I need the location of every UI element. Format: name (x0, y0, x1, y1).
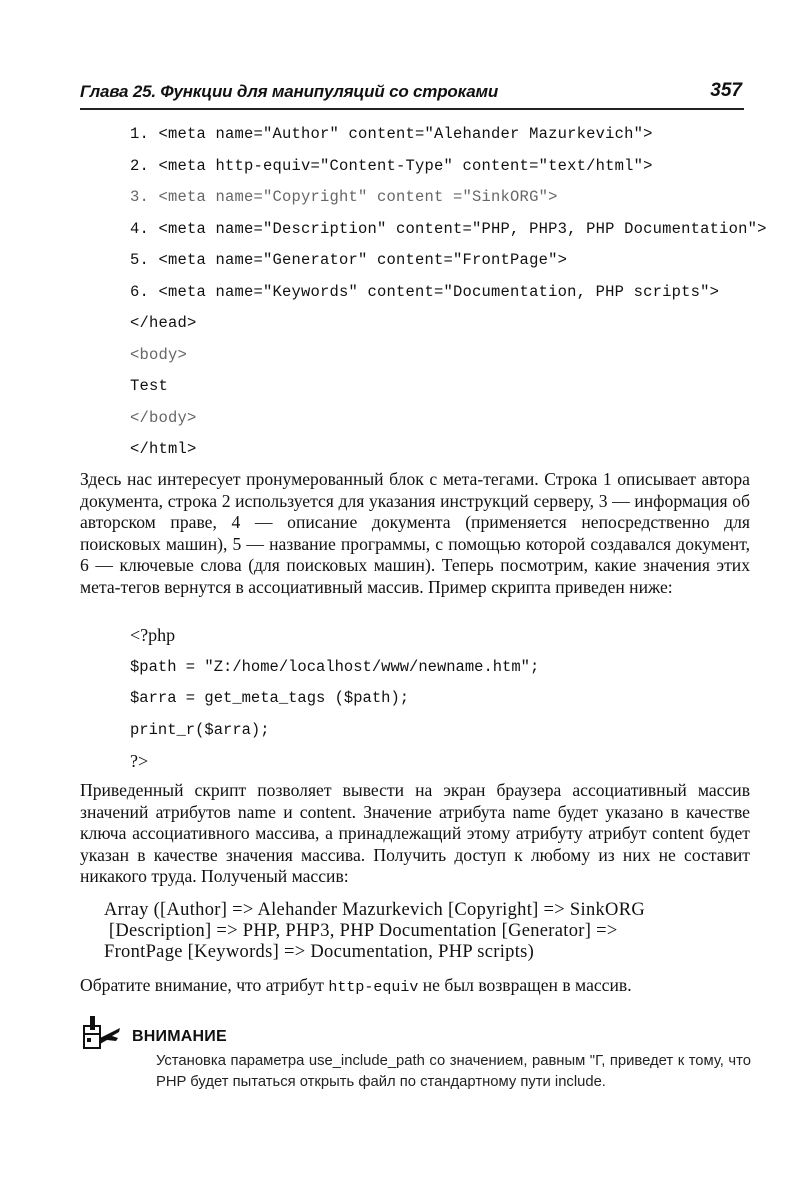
chapter-title: Глава 25. Функции для манипуляций со строками (80, 82, 499, 101)
output-line: FrontPage [Keywords] => Documentation, PHP scripts) (104, 942, 535, 962)
page-number: 357 (710, 80, 742, 101)
code-line: $path = "Z:/home/localhost/www/newname.htm"; (130, 657, 540, 676)
body-paragraph: Приведенный скрипт позволяет вывести на экран браузера ассоциативный массив значений атрибутов name и content. Значение атрибута name будет указано в качестве ключа ассоциативного массива, а принадлежащий этому атрибуту атрибут content будет указан в качестве значения массива. Получить доступ к любому из них не составит никакого труда. Полученый массив: (80, 780, 750, 887)
page-header (80, 80, 744, 108)
code-line: <?php (130, 625, 176, 645)
code-line: </head> (130, 314, 197, 332)
code-line: 6. <meta name="Keywords" content="Documentation, PHP scripts"> (130, 282, 720, 301)
code-line: </body> (130, 408, 197, 427)
code-line: $arra = get_meta_tags ($path); (130, 689, 410, 707)
warning-text: Установка параметра use_include_path со значением, равным "Г, приведет к тому, что PHP будет пытаться открыть файл по стандартному пути include. (156, 1053, 751, 1090)
code-line: 5. <meta name="Generator" content="FrontPage"> (130, 251, 568, 269)
array-output (104, 900, 744, 963)
code-line: Test (130, 377, 169, 395)
code-line: 2. <meta http-equiv="Content-Type" content="text/html"> (130, 156, 653, 175)
output-line: Array ([Author] => Alehander Mazurkevich [Copyright] => SinkORG (104, 900, 646, 920)
html-code-listing (130, 124, 767, 471)
code-line: </html> (130, 440, 197, 458)
paragraph-text: не был возвращен в массив. (418, 975, 632, 995)
pointing-hand-warning-icon (82, 1014, 122, 1050)
php-code-listing (130, 624, 539, 782)
body-paragraph (80, 975, 750, 999)
code-line: 3. <meta name="Copyright" content ="SinkORG"> (130, 188, 558, 206)
body-paragraph: Здесь нас интересует пронумерованный блок с мета-тегами. Строка 1 описывает автора документа, строка 2 используется для указания инструкций серверу, 3 — информация об авторском праве, 4 — описание документа (применяется непосредственно для поисковых машин), 5 — название программы, с помощью которой создавался документ, 6 — ключевые слова (для поисковых машин). Теперь посмотрим, какие значения этих мета-тегов вернутся в ассоциативный массив. Пример скрипта приведен ниже: (80, 469, 750, 597)
code-line: print_r($arra); (130, 720, 270, 739)
code-line: 1. <meta name="Author" content="Alehander Mazurkevich"> (130, 125, 653, 143)
code-line: 4. <meta name="Description" content="PHP, PHP3, PHP Documentation"> (130, 219, 767, 238)
header-divider (80, 108, 744, 110)
code-line: ?> (130, 751, 149, 771)
output-line: [Description] => PHP, PHP3, PHP Documentation [Generator] => (104, 921, 618, 941)
code-line: <body> (130, 345, 188, 364)
paragraph-text: Обратите внимание, что атрибут (80, 975, 329, 995)
warning-title: ВНИМАНИЕ (132, 1028, 227, 1045)
inline-code: http-equiv (328, 979, 419, 996)
